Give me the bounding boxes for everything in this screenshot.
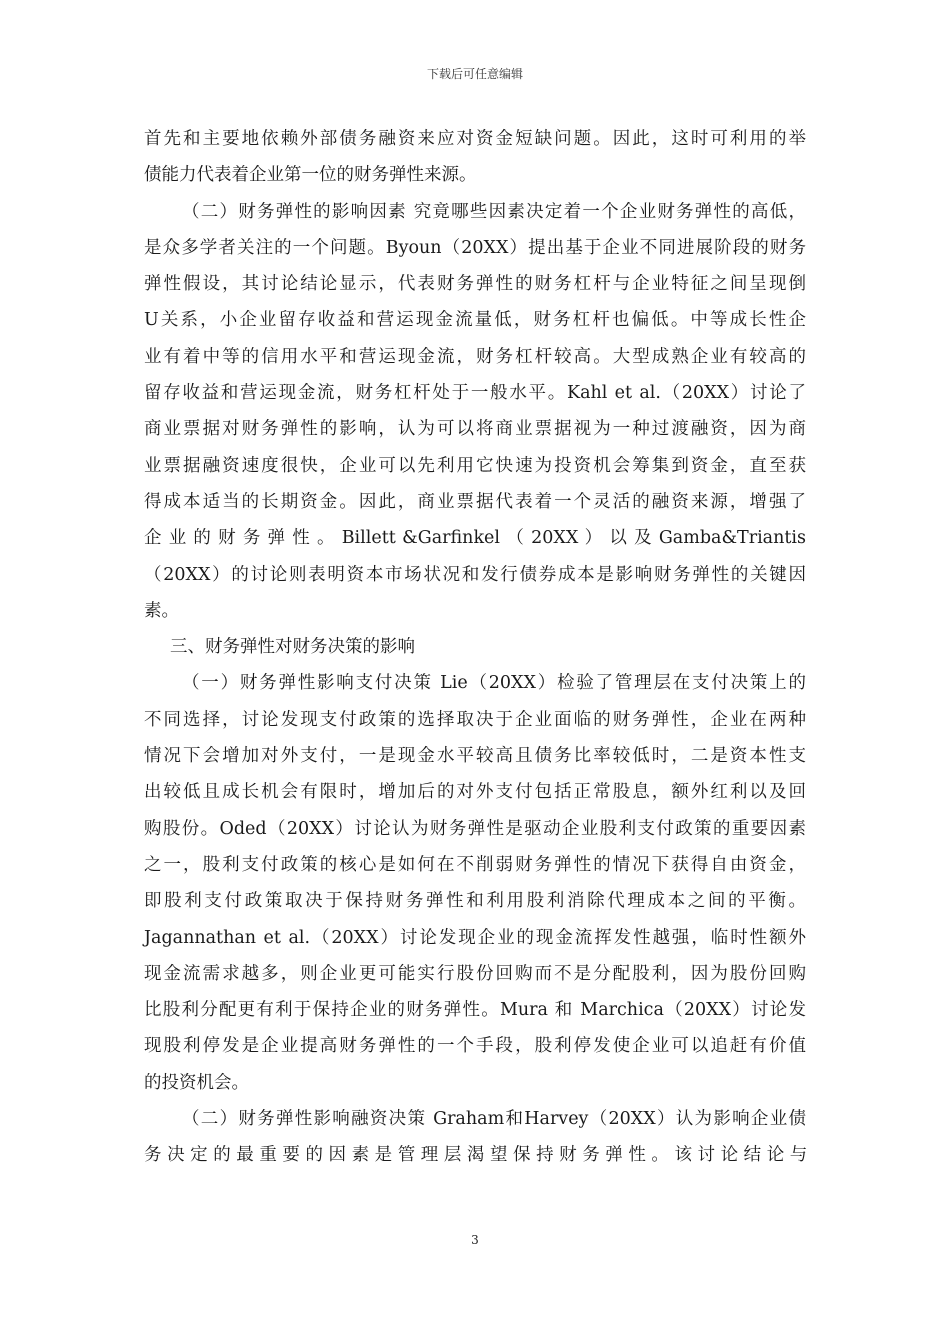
text-line: U关系，小企业留存收益和营运现金流量低，财务杠杆也偏低。中等成长性企 <box>144 310 806 331</box>
text-line: 即股利支付政策取决于保持财务弹性和利用股利消除代理成本之间的平衡。 <box>144 891 806 912</box>
text-line: 三、财务弹性对财务决策的影响 <box>170 637 415 658</box>
text-line: 是众多学者关注的一个问题。Byoun（20XX）提出基于企业不同进展阶段的财务 <box>144 237 806 258</box>
text-line: 比股利分配更有利于保持企业的财务弹性。Mura 和 Marchica（20XX）讨论发 <box>144 1000 806 1021</box>
text-line: 情况下会增加对外支付，一是现金水平较高且债务比率较低时，二是资本性支 <box>144 746 806 767</box>
text-line: 留存收益和营运现金流，财务杠杆处于一般水平。Kahl et al.（20XX）讨论了 <box>144 383 806 404</box>
text-line: 出较低且成长机会有限时，增加后的对外支付包括正常股息，额外红利以及回 <box>144 782 806 803</box>
page-number: 3 <box>471 1233 479 1247</box>
text-line: 商业票据对财务弹性的影响，认为可以将商业票据视为一种过渡融资，因为商 <box>144 419 806 440</box>
text-line: 债能力代表着企业第一位的财务弹性来源。 <box>144 165 477 186</box>
text-line: （二）财务弹性影响融资决策 Graham和Harvey（20XX）认为影响企业债 <box>182 1109 806 1130</box>
text-line: 弹性假设，其讨论结论显示，代表财务弹性的财务杠杆与企业特征之间呈现倒 <box>144 274 806 295</box>
text-line: 不同选择，讨论发现支付政策的选择取决于企业面临的财务弹性，企业在两种 <box>144 709 806 730</box>
text-line: 务 决 定 的 最 重 要 的 因 素 是 管 理 层 渴 望 保 持 财 务 弹 性 。 该 讨 论 结 论 与 <box>144 1145 808 1166</box>
text-line: Jagannathan et al.（20XX）讨论发现企业的现金流挥发性越强，临时性额外 <box>144 927 806 948</box>
text-line: （二）财务弹性的影响因素 究竟哪些因素决定着一个企业财务弹性的高低， <box>182 201 806 222</box>
text-line: 现股利停发是企业提高财务弹性的一个手段，股利停发使企业可以追赶有价值 <box>144 1036 806 1057</box>
text-line: 的投资机会。 <box>144 1072 249 1093</box>
text-line: 企 业 的 财 务 弹 性 。 Billett &Garfinkel （ 20XX ） 以 及 Gamba&Triantis <box>144 528 806 549</box>
text-line: 素。 <box>144 600 179 621</box>
text-line: 业有着中等的信用水平和营运现金流，财务杠杆较高。大型成熟企业有较高的 <box>144 346 806 367</box>
text-line: 首先和主要地依赖外部债务融资来应对资金短缺问题。因此，这时可利用的举 <box>144 129 806 149</box>
body-text <box>144 121 806 1174</box>
text-line: 业票据融资速度很快，企业可以先利用它快速为投资机会筹集到资金，直至获 <box>144 455 806 476</box>
text-line: 现金流需求越多，则企业更可能实行股份回购而不是分配股利，因为股份回购 <box>144 963 806 984</box>
text-line: （20XX）的讨论则表明资本市场状况和发行债券成本是影响财务弹性的关键因 <box>144 564 806 585</box>
text-line: 之一，股利支付政策的核心是如何在不削弱财务弹性的情况下获得自由资金， <box>144 854 806 875</box>
text-line: 得成本适当的长期资金。因此，商业票据代表着一个灵活的融资来源，增强了 <box>144 491 806 512</box>
text-line: 购股份。Oded（20XX）讨论认为财务弹性是驱动企业股利支付政策的重要因素 <box>144 818 806 839</box>
text-line: （一）财务弹性影响支付决策 Lie（20XX）检验了管理层在支付决策上的 <box>182 673 806 694</box>
page-header: 下载后可任意编辑 <box>426 67 523 81</box>
